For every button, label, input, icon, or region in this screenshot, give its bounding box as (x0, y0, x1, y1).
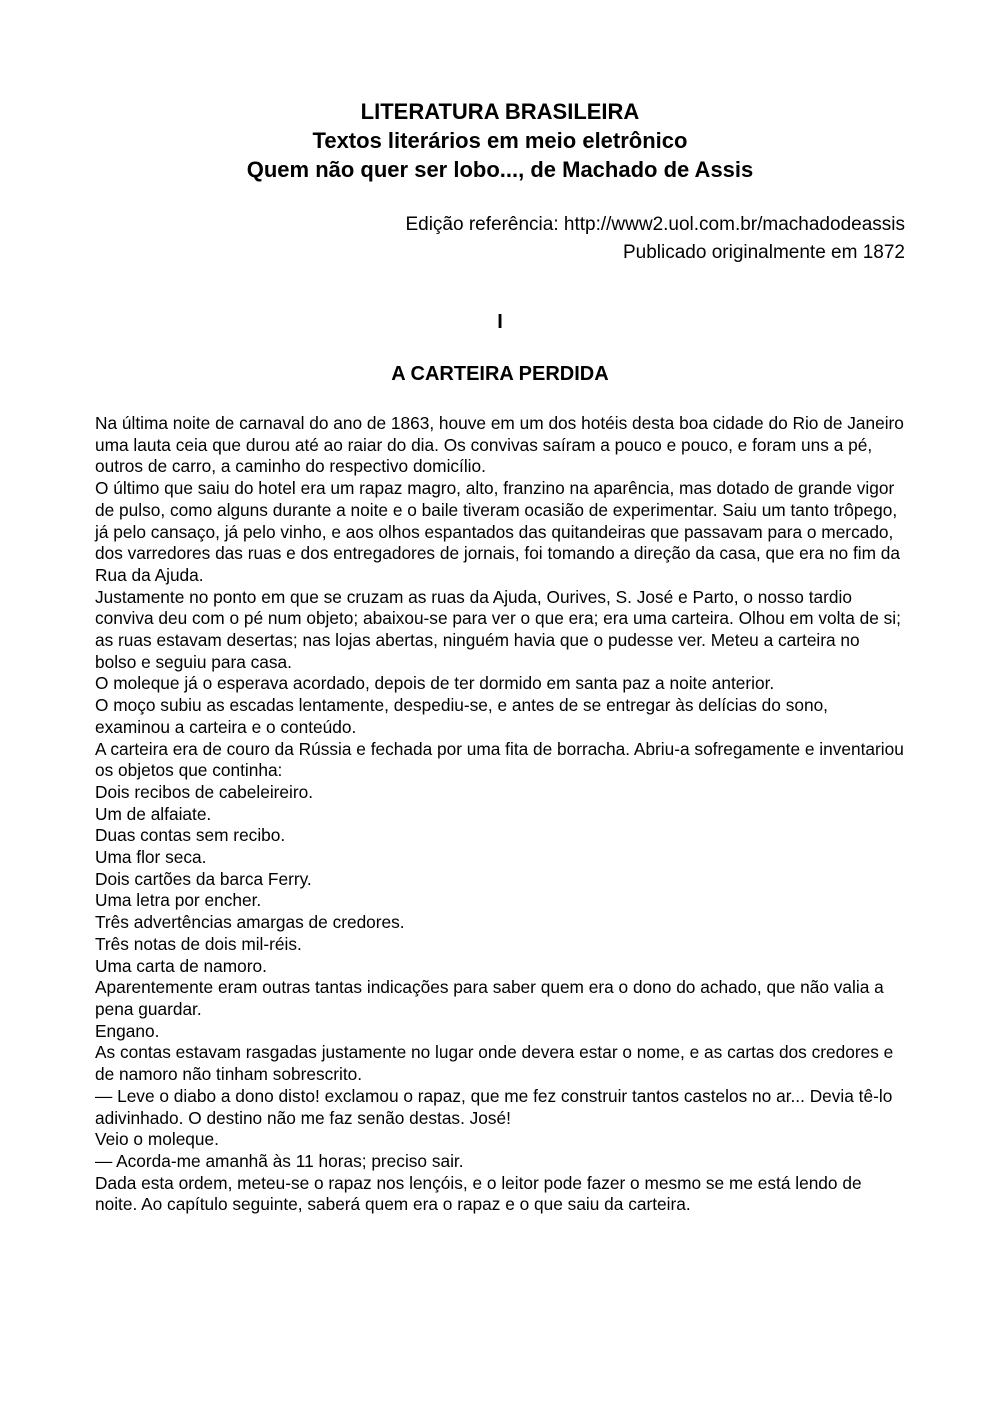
story-paragraph: A carteira era de couro da Rússia e fechada por uma fita de borracha. Abriu-a sofregamente e inventariou os objetos que continha: (95, 738, 904, 781)
story-paragraph: Uma flor seca. (95, 847, 207, 868)
story-paragraph: Três advertências amargas de credores. (95, 912, 405, 933)
story-paragraph: Justamente no ponto em que se cruzam as ruas da Ajuda, Ourives, S. José e Parto, o nosso tardio conviva deu com o pé num objeto; abaixou-se para ver o que era; era uma carteira. Olhou em volta de si; as ruas estavam desertas; nas lojas abertas, ninguém havia que o pudesse ver. Meteu a carteira no bolso e seguiu para casa. (95, 586, 901, 672)
story-paragraph: Veio o moleque. (95, 1129, 219, 1150)
story-body (95, 413, 905, 1216)
story-paragraph: O último que saiu do hotel era um rapaz magro, alto, franzino na aparência, mas dotado de grande vigor de pulso, como alguns durante a noite e o baile tiveram ocasião de experimentar. Saiu um tanto trôpego, já pelo cansaço, já pelo vinho, e aos olhos espantados das quitandeiras que passavam para o mercado, dos varredores das ruas e dos entregadores de jornais, foi tomando a direção da casa, que era no fim da Rua da Ajuda. (95, 478, 901, 585)
story-paragraph: Um de alfaiate. (95, 803, 212, 824)
edition-reference: Edição referência: http://www2.uol.com.br/machadodeassis (405, 214, 905, 235)
story-paragraph: — Leve o diabo a dono disto! exclamou o rapaz, que me fez construir tantos castelos no ar... Devia tê-lo adivinhado. O destino não me faz senão destas. José! (95, 1085, 893, 1128)
story-paragraph: Uma carta de namoro. (95, 955, 267, 976)
story-paragraph: Duas contas sem recibo. (95, 825, 286, 846)
story-paragraph: Dois cartões da barca Ferry. (95, 868, 312, 889)
work-title: Quem não quer ser lobo..., de Machado de Assis (246, 157, 754, 182)
story-paragraph: Três notas de dois mil-réis. (95, 933, 302, 954)
chapter-number: I (497, 311, 503, 333)
story-paragraph: O moleque já o esperava acordado, depois de ter dormido em santa paz a noite anterior. (95, 673, 775, 694)
story-paragraph: As contas estavam rasgadas justamente no lugar onde devera estar o nome, e as cartas dos credores e de namoro não tinham sobrescrito. (95, 1042, 894, 1085)
story-paragraph: Engano. (95, 1020, 160, 1041)
document-subtitle: Textos literários em meio eletrônico (312, 128, 688, 153)
publication-date: Publicado originalmente em 1872 (622, 242, 905, 263)
document-header (95, 97, 905, 184)
story-paragraph: Na última noite de carnaval do ano de 1863, houve em um dos hotéis desta boa cidade do Rio de Janeiro uma lauta ceia que durou até ao raiar do dia. Os convivas saíram a pouco e pouco, e foram uns a pé, outros de carro, a caminho do respectivo domicílio. (95, 413, 904, 477)
series-title: LITERATURA BRASILEIRA (360, 99, 640, 124)
story-paragraph: Aparentemente eram outras tantas indicações para saber quem era o dono do achado, que não valia a pena guardar. (95, 977, 884, 1019)
story-paragraph: Dada esta ordem, meteu-se o rapaz nos lençóis, e o leitor pode fazer o mesmo se me está lendo de noite. Ao capítulo seguinte, saberá quem era o rapaz e o que saiu da carteira. (95, 1172, 862, 1215)
edition-block (95, 211, 905, 267)
story-paragraph: Dois recibos de cabeleireiro. (95, 781, 314, 802)
story-paragraph: O moço subiu as escadas lentamente, despediu-se, e antes de se entregar às delícias do sono, examinou a carteira e o conteúdo. (95, 695, 828, 737)
story-paragraph: Uma letra por encher. (95, 890, 262, 911)
chapter-title: A CARTEIRA PERDIDA (391, 363, 609, 385)
story-paragraph: — Acorda-me amanhã às 11 horas; preciso sair. (95, 1150, 464, 1171)
